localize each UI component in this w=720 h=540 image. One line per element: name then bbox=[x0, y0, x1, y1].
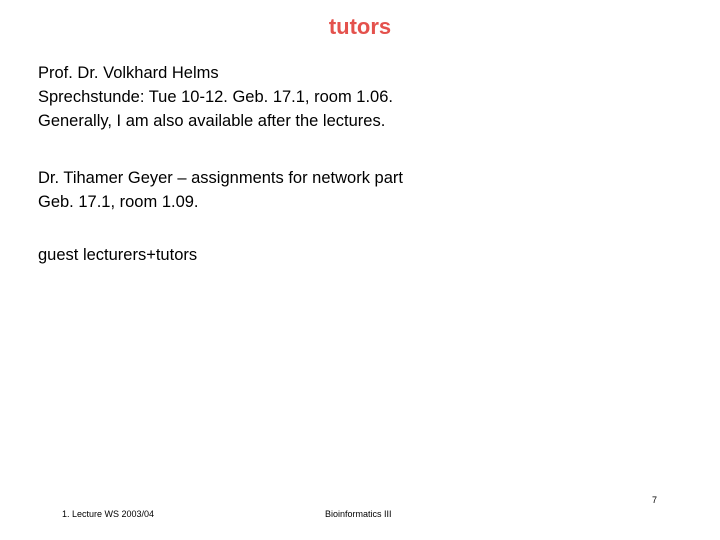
helms-name: Prof. Dr. Volkhard Helms bbox=[38, 64, 219, 82]
helms-contact-block bbox=[38, 61, 393, 133]
page-number: 7 bbox=[652, 495, 658, 505]
footer-lecture: 1. Lecture WS 2003/04 bbox=[62, 509, 155, 519]
geyer-name-role: Dr. Tihamer Geyer – assignments for network part bbox=[38, 169, 403, 187]
footer-course: Bioinformatics III bbox=[325, 509, 392, 519]
helms-availability: Generally, I am also available after the lectures. bbox=[38, 112, 386, 130]
geyer-room: Geb. 17.1, room 1.09. bbox=[38, 193, 199, 211]
slide-title: tutors bbox=[328, 14, 392, 39]
guest-block bbox=[38, 243, 197, 267]
geyer-contact-block bbox=[38, 166, 403, 214]
helms-office-hours: Sprechstunde: Tue 10-12. Geb. 17.1, room 1.06. bbox=[38, 88, 393, 106]
guest-lecturers-text: guest lecturers+tutors bbox=[38, 246, 198, 264]
